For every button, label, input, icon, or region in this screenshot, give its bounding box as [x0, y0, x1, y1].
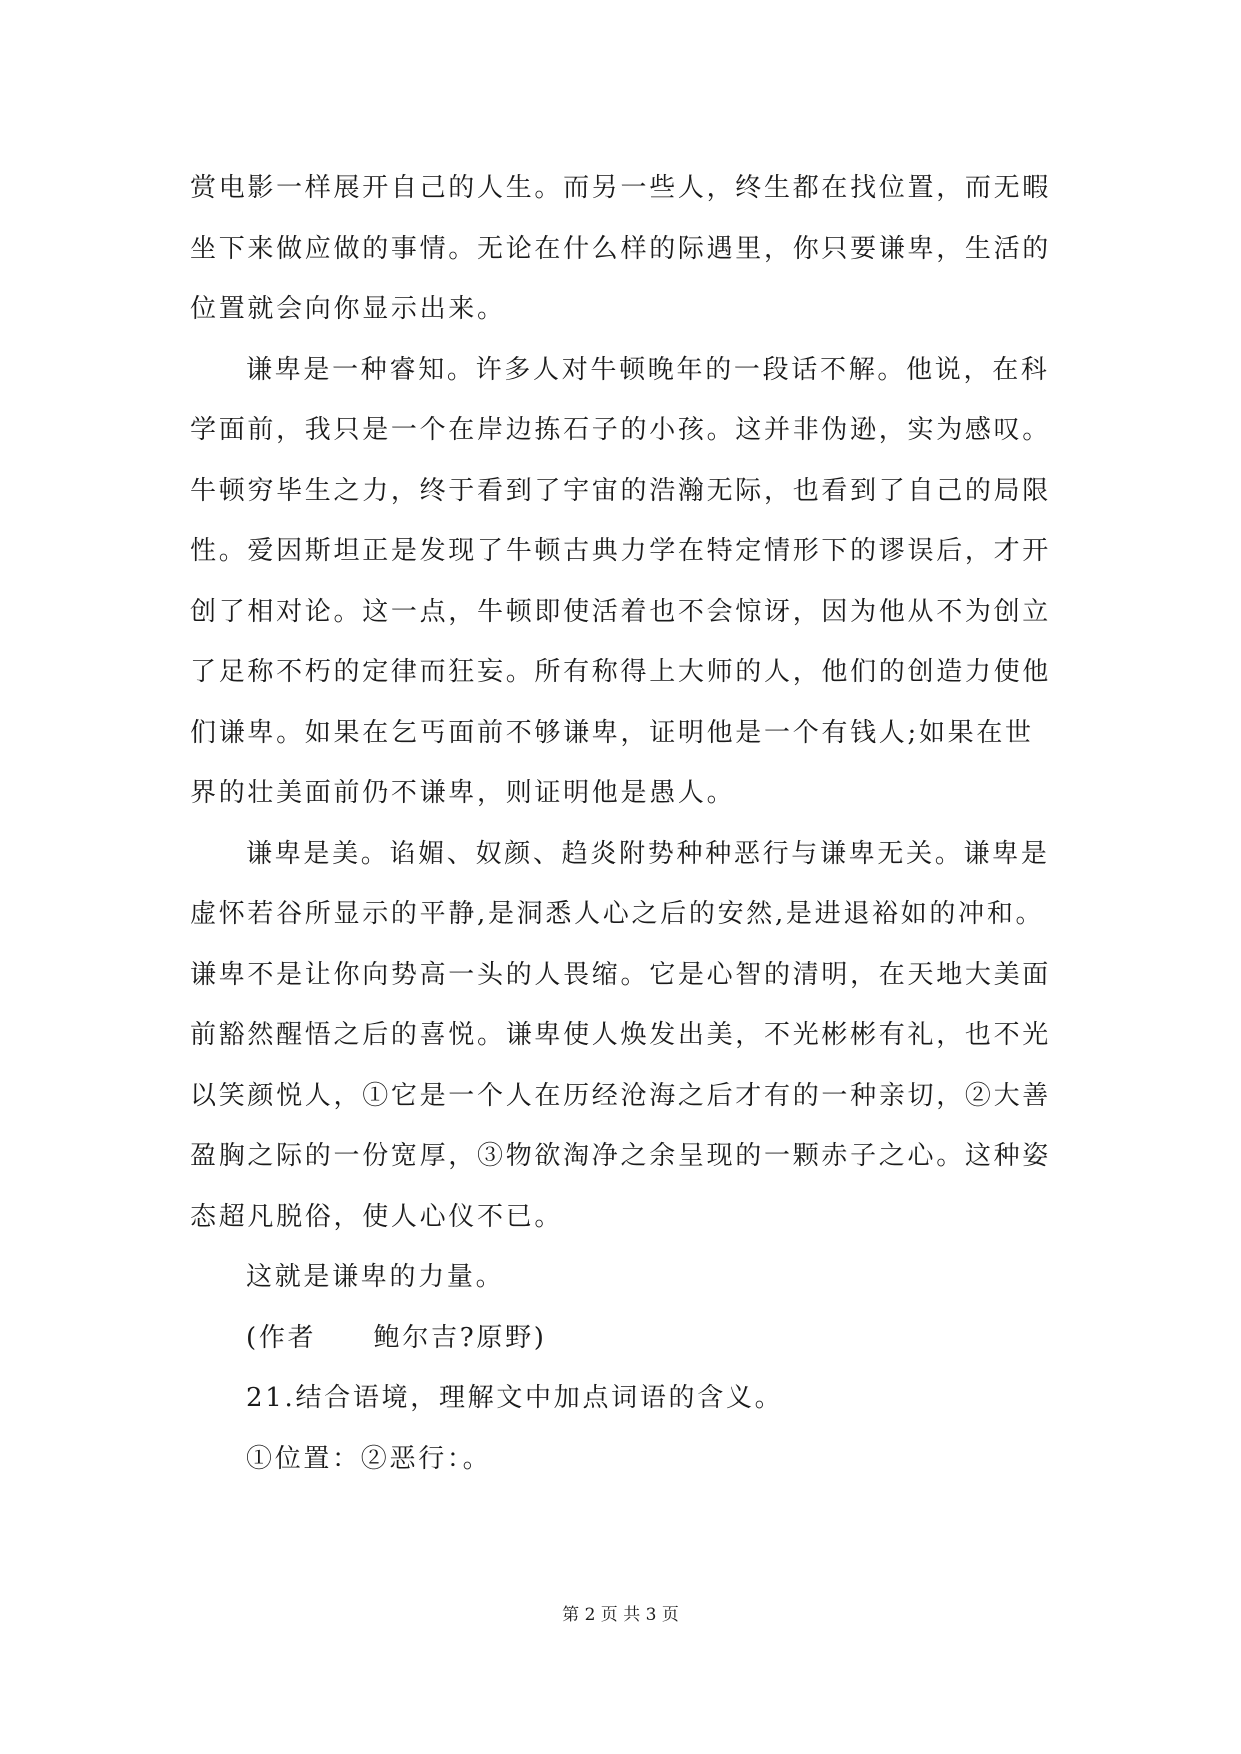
question-line: 21.结合语境，理解文中加点词语的含义。	[246, 1383, 784, 1413]
paragraph-start-line: 谦卑是一种睿知。许多人对牛顿晚年的一段话不解。他说，在科	[246, 354, 1050, 385]
text-line: 了足称不朽的定律而狂妄。所有称得上大师的人，他们的创造力使他	[190, 657, 1052, 687]
author-line: (作者 鲍尔吉?原野)	[246, 1322, 547, 1353]
text-line: 态超凡脱俗，使人心仪不已。	[190, 1201, 564, 1232]
page-number-footer: 第 2 页 共 3 页	[562, 1605, 679, 1625]
paragraph-start-line: 谦卑是美。谄媚、奴颜、趋炎附势种种恶行与谦卑无关。谦卑是	[246, 838, 1050, 869]
text-line: 创了相对论。这一点，牛顿即使活着也不会惊讶，因为他从不为创立	[190, 596, 1052, 627]
closing-line: 这就是谦卑的力量。	[246, 1262, 505, 1292]
text-line: 以笑颜悦人，①它是一个人在历经沧海之后才有的一种亲切，②大善	[190, 1080, 1052, 1111]
text-line: 学面前，我只是一个在岸边拣石子的小孩。这并非伪逊，实为感叹。	[190, 415, 1052, 445]
text-line: 坐下来做应做的事情。无论在什么样的际遇里，你只要谦卑，生活的	[190, 233, 1052, 264]
text-line: 虚怀若谷所显示的平静,是洞悉人心之后的安然,是进退裕如的冲和。	[190, 899, 1045, 929]
text-line: 赏电影一样展开自己的人生。而另一些人，终生都在找位置，而无暇	[190, 173, 1052, 203]
text-line: 界的壮美面前仍不谦卑，则证明他是愚人。	[190, 778, 736, 808]
article-body	[190, 158, 1052, 1489]
text-line: 谦卑不是让你向势高一头的人畏缩。它是心智的清明，在天地大美面	[190, 959, 1052, 990]
text-line: 位置就会向你显示出来。	[190, 294, 506, 324]
text-line: 性。爱因斯坦正是发现了牛顿古典力学在特定情形下的谬误后，才开	[190, 536, 1052, 566]
text-line: 们谦卑。如果在乞丐面前不够谦卑，证明他是一个有钱人;如果在世	[190, 717, 1034, 748]
text-line: 牛顿穷毕生之力，终于看到了宇宙的浩瀚无际，也看到了自己的局限	[190, 475, 1052, 506]
answer-line: ①位置：②恶行：。	[246, 1443, 492, 1474]
text-line: 盈胸之际的一份宽厚，③物欲淘净之余呈现的一颗赤子之心。这种姿	[190, 1141, 1052, 1171]
text-line: 前豁然醒悟之后的喜悦。谦卑使人焕发出美，不光彬彬有礼，也不光	[190, 1020, 1052, 1050]
